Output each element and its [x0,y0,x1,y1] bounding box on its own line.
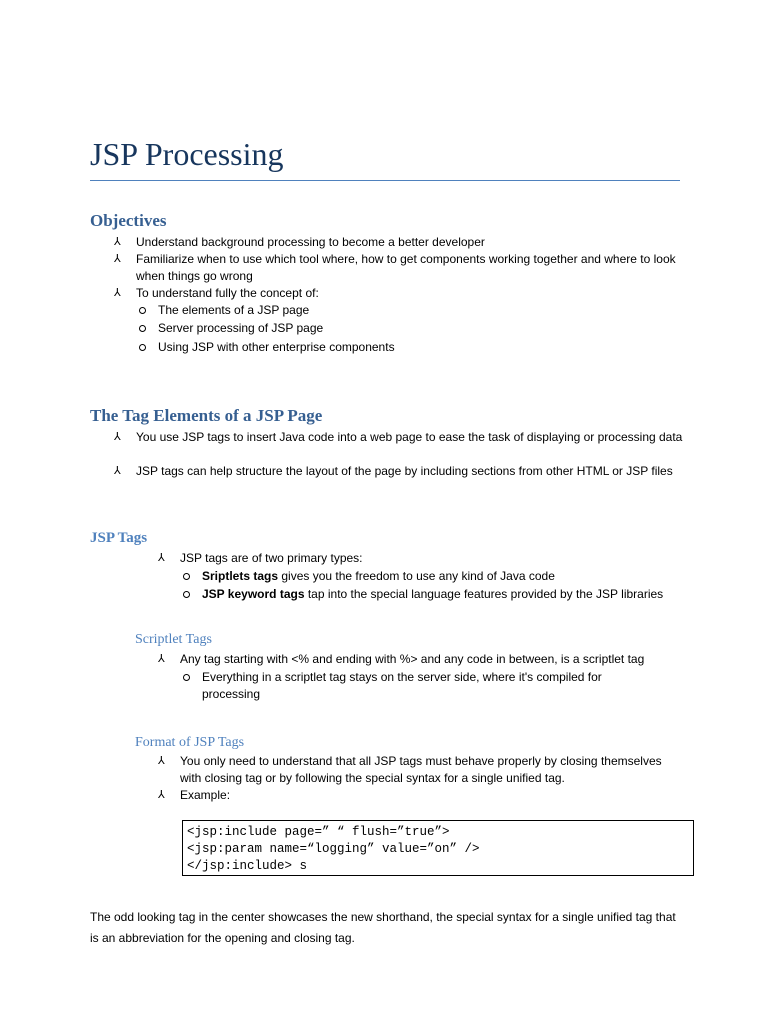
arrowhead-bullet-icon: ⅄ [158,552,165,564]
circle-bullet-icon [139,307,146,314]
circle-bullet-icon [183,573,190,580]
page-title: JSP Processing [90,136,284,172]
code-example-box: <jsp:include page=” “ flush=”true”> <jsp:param name=“logging” value=”on” /> </jsp:include> s [182,820,694,876]
list-item: ⅄ You use JSP tags to insert Java code into a web page to ease the task of displaying or processing data [114,430,683,444]
arrowhead-bullet-icon: ⅄ [114,253,121,265]
list-item: Sriptlets tags gives you the freedom to use any kind of Java code [202,568,702,585]
list-item: ⅄ To understand fully the concept of: [114,286,319,300]
format-heading: Format of JSP Tags [135,735,245,750]
list-item: Everything in a scriptlet tag stays on the server side, where it's compiled for processing [202,669,642,703]
jsp-tags-heading: JSP Tags [90,530,148,546]
circle-bullet-icon [183,674,190,681]
list-item: ⅄ Example: [158,788,231,802]
circle-bullet-icon [139,344,146,351]
list-item: ⅄ Any tag starting with <% and ending with %> and any code in between, is a scriptlet tag [158,652,645,666]
arrowhead-bullet-icon: ⅄ [114,236,121,248]
scriptlet-tags-heading: Scriptlet Tags [135,632,212,647]
list-item: ⅄ JSP tags can help structure the layout of the page by including sections from other HTML or JSP files [114,464,673,478]
arrowhead-bullet-icon: ⅄ [114,465,121,477]
tag-elements-heading: The Tag Elements of a JSP Page [90,406,323,425]
list-item: ⅄ Understand background processing to become a better developer [114,235,485,249]
arrowhead-bullet-icon: ⅄ [114,431,121,443]
objectives-heading: Objectives [90,211,167,230]
list-item: ⅄ You only need to understand that all JSP tags must behave properly by closing themselves with closing tag or by following the special syntax for a single unified tag. [158,754,662,785]
arrowhead-bullet-icon: ⅄ [158,755,165,767]
arrowhead-bullet-icon: ⅄ [114,287,121,299]
list-item: Using JSP with other enterprise components [158,339,658,356]
arrowhead-bullet-icon: ⅄ [158,653,165,665]
title-underline [90,180,680,181]
closing-paragraph: The odd looking tag in the center showcases the new shorthand, the special syntax for a single unified tag that is an abbreviation for the opening and closing tag. [90,910,676,945]
list-item: The elements of a JSP page [158,302,658,319]
arrowhead-bullet-icon: ⅄ [158,789,165,801]
list-item: Server processing of JSP page [158,320,658,337]
circle-bullet-icon [139,325,146,332]
circle-bullet-icon [183,591,190,598]
list-item: ⅄ JSP tags are of two primary types: [158,551,363,565]
list-item: JSP keyword tags tap into the special language features provided by the JSP libraries [202,586,722,603]
list-item: ⅄ Familiarize when to use which tool where, how to get components working together and where to look when things go wrong [114,252,676,283]
